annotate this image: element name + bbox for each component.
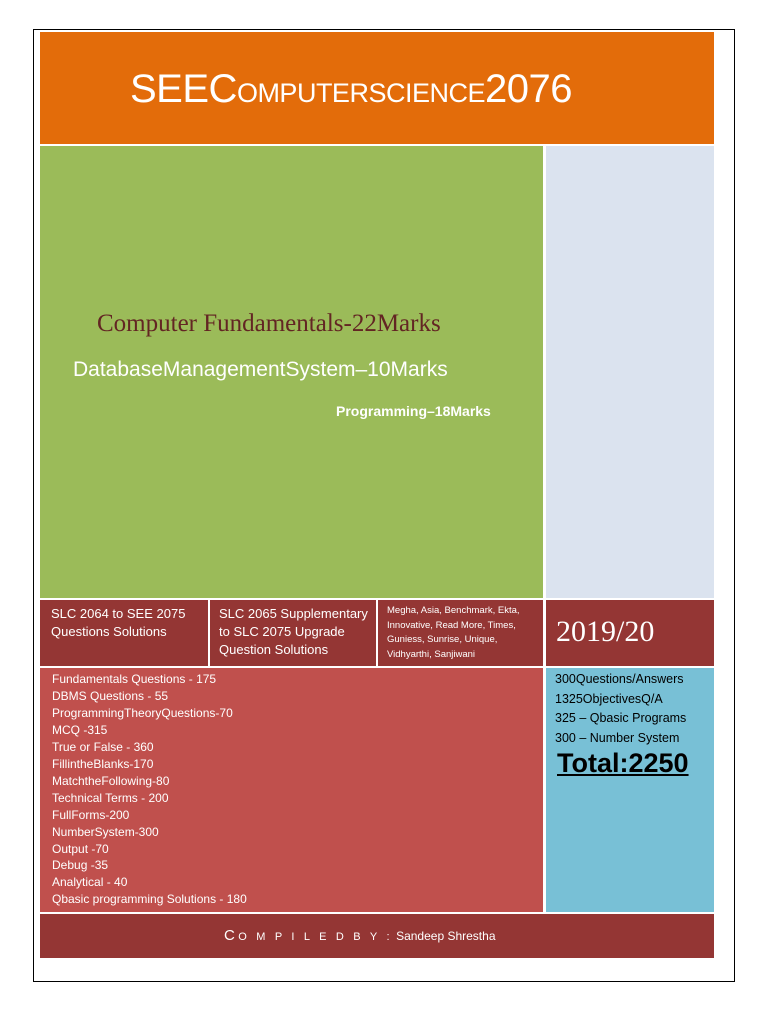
summary-item: 1325ObjectivesQ/A: [555, 691, 663, 706]
summary-list: [555, 670, 686, 748]
list-item: Fundamentals Questions - 175: [52, 672, 217, 686]
author-name: Sandeep Shrestha: [396, 929, 496, 943]
summary-item: 300Questions/Answers: [555, 672, 684, 686]
year-label: 2019/20: [556, 615, 655, 648]
side-panel: [546, 146, 714, 598]
list-item: Debug -35: [52, 858, 109, 873]
source-box-1-text: SLC 2064 to SEE 2075 Questions Solutions: [51, 606, 186, 639]
list-item: MCQ -315: [52, 722, 108, 737]
title-part-3: 2076: [484, 67, 572, 111]
compiled-c-letter: C: [224, 927, 235, 944]
source-box-supplementary: [210, 600, 376, 666]
list-item: NumberSystem-300: [52, 824, 159, 839]
year-box: [546, 600, 714, 666]
list-item: ProgrammingTheoryQuestions-70: [52, 705, 233, 720]
source-box-3-text: Megha, Asia, Benchmark, Ekta, Innovative, Read More, Times, Guniess, Sunrise, Unique, Vidhyarthi, Sanjiwani: [387, 605, 520, 660]
summary-item: 300 – Number System: [555, 730, 680, 745]
source-box-slc-see: [40, 600, 208, 666]
title-part-2: OMPUTERSCIENCE: [236, 78, 485, 108]
subject-programming: Programming–18Marks: [336, 403, 491, 419]
list-item: True or False - 360: [52, 739, 154, 754]
subject-computer-fundamentals: Computer Fundamentals-22Marks: [97, 310, 441, 337]
compiled-by-line: [224, 927, 496, 946]
source-box-2-text: SLC 2065 Supplementary to SLC 2075 Upgrade Question Solutions: [219, 606, 368, 657]
list-item: MatchtheFollowing-80: [52, 773, 170, 788]
list-item: FillintheBlanks-170: [52, 756, 154, 771]
subject-dbms: DatabaseManagementSystem–10Marks: [73, 358, 448, 381]
total-label: Total:2250: [557, 748, 689, 778]
list-item: Technical Terms - 200: [52, 790, 169, 805]
title-part-1: SEEC: [130, 67, 237, 111]
list-item: Output -70: [52, 841, 109, 856]
list-item: FullForms-200: [52, 807, 130, 822]
question-counts-list: [52, 671, 247, 908]
list-item: Qbasic programming Solutions - 180: [52, 892, 247, 907]
list-item: Analytical - 40: [52, 875, 128, 890]
cover-title: [130, 67, 572, 115]
source-box-publishers: [378, 600, 543, 666]
compiled-by-label: O M P I L E D B Y :: [238, 931, 393, 943]
summary-item: 325 – Qbasic Programs: [555, 711, 687, 725]
list-item: DBMS Questions - 55: [52, 688, 169, 703]
